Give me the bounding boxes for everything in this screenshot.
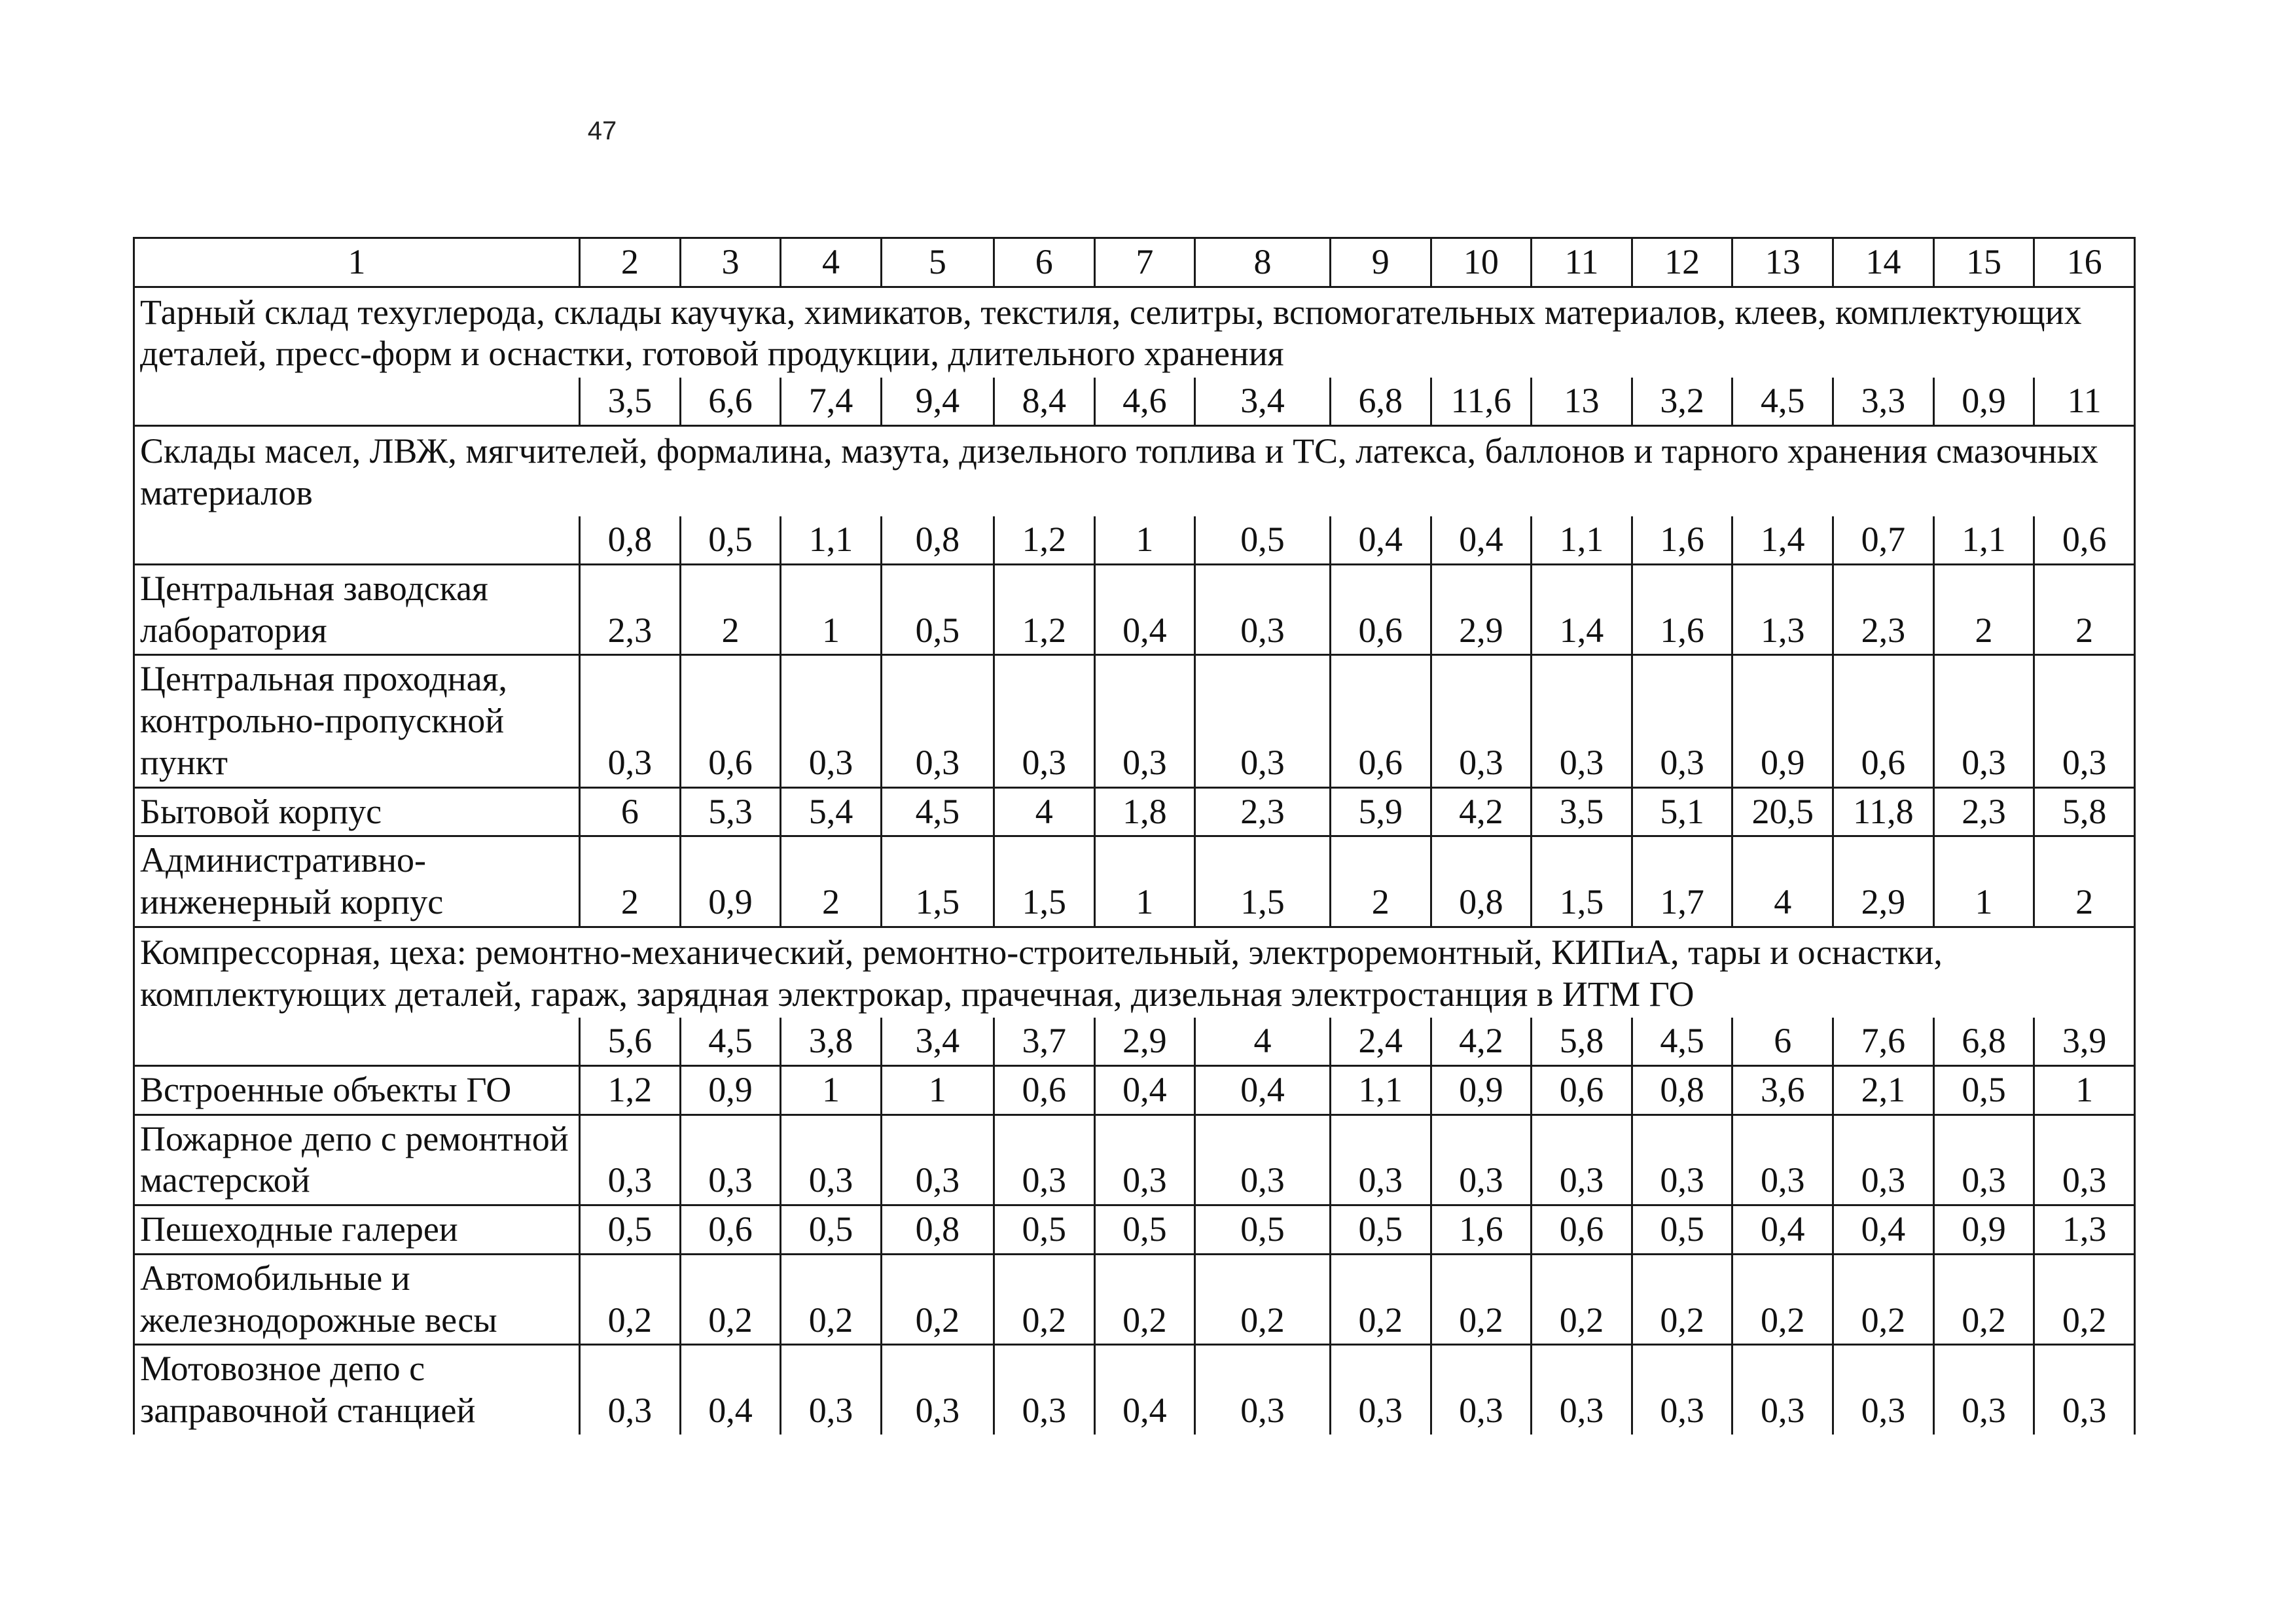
- value-cell: 1,5: [1532, 836, 1632, 927]
- value-cell: 0,2: [1933, 1254, 2034, 1344]
- row-name: Мотовозное депо с заправочной станцией: [134, 1345, 580, 1435]
- section-title: Тарный склад техуглерода, склады каучука, химикатов, текстиля, селитры, вспомогательных материалов, клеев, комплектующих деталей, пресс-форм и оснастки, готовой продукции, длительного хранения: [134, 287, 2135, 378]
- data-table-container: [133, 237, 2136, 1430]
- value-cell: 0,3: [1195, 1115, 1331, 1205]
- value-cell: 0,5: [1195, 516, 1331, 564]
- value-cell: 0,3: [1732, 1115, 1833, 1205]
- value-cell: 4,2: [1431, 787, 1532, 836]
- value-cell: 0,4: [1094, 1065, 1195, 1115]
- value-cell: 0,3: [1632, 655, 1732, 787]
- value-cell: 3,5: [1532, 787, 1632, 836]
- value-cell: 0,4: [1094, 1345, 1195, 1435]
- value-cell: 1: [1933, 836, 2034, 927]
- value-cell: 2: [680, 565, 781, 655]
- value-cell: 1,7: [1632, 836, 1732, 927]
- value-cell: 0,3: [994, 655, 1094, 787]
- value-cell: 1,3: [1732, 565, 1833, 655]
- value-cell: 0,4: [1094, 565, 1195, 655]
- value-cell: 0,4: [1431, 516, 1532, 564]
- value-cell: 0,4: [1833, 1205, 1934, 1255]
- value-cell: 3,9: [2034, 1018, 2135, 1065]
- table-row: [134, 1065, 2135, 1115]
- value-cell: 0,3: [1933, 1345, 2034, 1435]
- value-cell: 0,6: [1833, 655, 1934, 787]
- value-cell: 0,2: [1532, 1254, 1632, 1344]
- row-name: Пешеходные галереи: [134, 1205, 580, 1255]
- value-cell: 0,2: [1195, 1254, 1331, 1344]
- value-cell: 0,3: [2034, 1115, 2135, 1205]
- value-cell: 4,6: [1094, 378, 1195, 425]
- value-cell: 4,2: [1431, 1018, 1532, 1065]
- value-cell: 0,9: [680, 1065, 781, 1115]
- value-cell: 0,8: [1632, 1065, 1732, 1115]
- value-cell: 1,4: [1732, 516, 1833, 564]
- value-cell: 0,3: [1532, 1115, 1632, 1205]
- value-cell: 1: [781, 565, 882, 655]
- value-cell: 6: [1732, 1018, 1833, 1065]
- value-cell: 0,9: [680, 836, 781, 927]
- value-cell: 1,2: [580, 1065, 681, 1115]
- value-cell: 0,3: [2034, 1345, 2135, 1435]
- column-number-header: 11: [1532, 238, 1632, 287]
- value-cell: 3,6: [1732, 1065, 1833, 1115]
- value-cell: 0,7: [1833, 516, 1934, 564]
- value-cell: 6,8: [1330, 378, 1431, 425]
- value-cell: 0,6: [994, 1065, 1094, 1115]
- column-number-header: 7: [1094, 238, 1195, 287]
- value-cell: 1: [2034, 1065, 2135, 1115]
- empty-name-cell: [134, 1018, 580, 1065]
- section-title-row: [134, 287, 2135, 378]
- value-cell: 0,3: [1330, 1115, 1431, 1205]
- value-cell: 0,2: [994, 1254, 1094, 1344]
- value-cell: 1: [1094, 836, 1195, 927]
- value-cell: 3,3: [1833, 378, 1934, 425]
- value-cell: 0,9: [1933, 1205, 2034, 1255]
- column-number-header: 12: [1632, 238, 1732, 287]
- value-cell: 0,5: [1195, 1205, 1331, 1255]
- value-cell: 1: [781, 1065, 882, 1115]
- value-cell: 0,3: [680, 1115, 781, 1205]
- value-cell: 4,5: [680, 1018, 781, 1065]
- value-cell: 0,3: [881, 1115, 994, 1205]
- value-cell: 0,4: [680, 1345, 781, 1435]
- value-cell: 0,3: [781, 1115, 882, 1205]
- value-cell: 2: [1330, 836, 1431, 927]
- value-cell: 1,6: [1431, 1205, 1532, 1255]
- value-cell: 0,9: [1933, 378, 2034, 425]
- value-cell: 5,3: [680, 787, 781, 836]
- value-cell: 4,5: [1732, 378, 1833, 425]
- value-cell: 1,1: [1933, 516, 2034, 564]
- value-cell: 0,3: [1532, 655, 1632, 787]
- table-row: [134, 655, 2135, 787]
- row-name: Встроенные объекты ГО: [134, 1065, 580, 1115]
- value-cell: 2,9: [1431, 565, 1532, 655]
- row-name: Бытовой корпус: [134, 787, 580, 836]
- value-cell: 0,6: [1330, 565, 1431, 655]
- value-cell: 6,6: [680, 378, 781, 425]
- value-cell: 13: [1532, 378, 1632, 425]
- value-cell: 0,2: [1431, 1254, 1532, 1344]
- value-cell: 0,4: [1195, 1065, 1331, 1115]
- value-cell: 0,6: [680, 655, 781, 787]
- value-cell: 2: [580, 836, 681, 927]
- value-cell: 0,3: [994, 1115, 1094, 1205]
- value-cell: 11,8: [1833, 787, 1934, 836]
- value-cell: 3,2: [1632, 378, 1732, 425]
- value-cell: 4,5: [881, 787, 994, 836]
- value-cell: 2,9: [1094, 1018, 1195, 1065]
- value-cell: 0,9: [1431, 1065, 1532, 1115]
- value-cell: 0,3: [580, 1345, 681, 1435]
- page-number: 47: [587, 116, 617, 145]
- value-cell: 3,8: [781, 1018, 882, 1065]
- table-row: [134, 787, 2135, 836]
- value-cell: 0,2: [680, 1254, 781, 1344]
- table-row: [134, 836, 2135, 927]
- value-cell: 1,8: [1094, 787, 1195, 836]
- value-cell: 0,5: [680, 516, 781, 564]
- value-cell: 2,4: [1330, 1018, 1431, 1065]
- value-cell: 2: [1933, 565, 2034, 655]
- value-cell: 0,8: [580, 516, 681, 564]
- value-cell: 3,7: [994, 1018, 1094, 1065]
- value-cell: 1,2: [994, 565, 1094, 655]
- value-cell: 0,3: [1632, 1345, 1732, 1435]
- column-number-header: 3: [680, 238, 781, 287]
- value-cell: 0,2: [1632, 1254, 1732, 1344]
- value-cell: 0,6: [1532, 1205, 1632, 1255]
- value-cell: 1,4: [1532, 565, 1632, 655]
- value-cell: 8,4: [994, 378, 1094, 425]
- value-cell: 0,5: [580, 1205, 681, 1255]
- value-cell: 0,3: [1094, 1115, 1195, 1205]
- column-number-header: 1: [134, 238, 580, 287]
- column-number-header: 6: [994, 238, 1094, 287]
- value-cell: 0,9: [1732, 655, 1833, 787]
- value-cell: 1,5: [1195, 836, 1331, 927]
- value-cell: 4: [1195, 1018, 1331, 1065]
- column-number-header: 5: [881, 238, 994, 287]
- value-cell: 0,3: [1933, 1115, 2034, 1205]
- data-table: [133, 237, 2136, 1435]
- value-cell: 0,5: [1094, 1205, 1195, 1255]
- value-cell: 0,2: [881, 1254, 994, 1344]
- value-cell: 7,4: [781, 378, 882, 425]
- value-cell: 20,5: [1732, 787, 1833, 836]
- value-cell: 1,3: [2034, 1205, 2135, 1255]
- value-cell: 0,3: [2034, 655, 2135, 787]
- value-cell: 0,2: [1094, 1254, 1195, 1344]
- value-cell: 0,5: [994, 1205, 1094, 1255]
- value-cell: 0,8: [1431, 836, 1532, 927]
- value-cell: 2: [2034, 565, 2135, 655]
- value-cell: 0,3: [1094, 655, 1195, 787]
- value-cell: 0,2: [580, 1254, 681, 1344]
- value-cell: 0,8: [881, 516, 994, 564]
- row-name: Центральная проходная, контрольно-пропускной пункт: [134, 655, 580, 787]
- value-cell: 0,3: [1195, 565, 1331, 655]
- value-cell: 11,6: [1431, 378, 1532, 425]
- value-cell: 5,9: [1330, 787, 1431, 836]
- section-title-row: [134, 425, 2135, 516]
- value-cell: 0,3: [781, 655, 882, 787]
- value-cell: 1: [881, 1065, 994, 1115]
- value-cell: 1,6: [1632, 516, 1732, 564]
- column-number-header: 13: [1732, 238, 1833, 287]
- value-cell: 5,1: [1632, 787, 1732, 836]
- value-cell: 0,2: [1330, 1254, 1431, 1344]
- value-cell: 0,5: [881, 565, 994, 655]
- value-cell: 0,3: [1431, 1115, 1532, 1205]
- value-cell: 3,4: [881, 1018, 994, 1065]
- value-cell: 1,2: [994, 516, 1094, 564]
- value-cell: 2,3: [580, 565, 681, 655]
- value-cell: 2,3: [1833, 565, 1934, 655]
- value-cell: 6,8: [1933, 1018, 2034, 1065]
- value-cell: 0,5: [1632, 1205, 1732, 1255]
- value-cell: 4: [1732, 836, 1833, 927]
- value-cell: 2: [781, 836, 882, 927]
- section-title-row: [134, 927, 2135, 1018]
- table-row: [134, 378, 2135, 425]
- value-cell: 7,6: [1833, 1018, 1934, 1065]
- value-cell: 0,4: [1732, 1205, 1833, 1255]
- value-cell: 0,5: [781, 1205, 882, 1255]
- value-cell: 0,3: [1195, 1345, 1331, 1435]
- value-cell: 0,6: [2034, 516, 2135, 564]
- row-name: Административно-инженерный корпус: [134, 836, 580, 927]
- value-cell: 5,4: [781, 787, 882, 836]
- section-title: Компрессорная, цеха: ремонтно-механический, ремонтно-строительный, электроремонтный, КИПиА, тары и оснастки, комплектующих деталей, гараж, зарядная электрокар, прачечная, дизельная электростанция в ИТМ ГО: [134, 927, 2135, 1018]
- value-cell: 9,4: [881, 378, 994, 425]
- value-cell: 2,1: [1833, 1065, 1934, 1115]
- value-cell: 0,2: [781, 1254, 882, 1344]
- column-number-header: 8: [1195, 238, 1331, 287]
- value-cell: 5,8: [1532, 1018, 1632, 1065]
- column-number-header: 10: [1431, 238, 1532, 287]
- value-cell: 0,3: [580, 655, 681, 787]
- value-cell: 0,8: [881, 1205, 994, 1255]
- row-name: Пожарное депо с ремонтной мастерской: [134, 1115, 580, 1205]
- column-number-header: 14: [1833, 238, 1934, 287]
- value-cell: 5,8: [2034, 787, 2135, 836]
- row-name: Центральная заводская лаборатория: [134, 565, 580, 655]
- value-cell: 2,3: [1195, 787, 1331, 836]
- value-cell: 1,1: [781, 516, 882, 564]
- value-cell: 0,5: [1933, 1065, 2034, 1115]
- value-cell: 0,2: [1732, 1254, 1833, 1344]
- value-cell: 0,6: [1532, 1065, 1632, 1115]
- value-cell: 0,6: [680, 1205, 781, 1255]
- value-cell: 0,3: [994, 1345, 1094, 1435]
- column-number-header: 16: [2034, 238, 2135, 287]
- value-cell: 0,3: [1195, 655, 1331, 787]
- value-cell: 0,3: [1431, 655, 1532, 787]
- table-row: [134, 1345, 2135, 1435]
- table-row: [134, 1205, 2135, 1255]
- section-title: Склады масел, ЛВЖ, мягчителей, формалина, мазута, дизельного топлива и ТС, латекса, баллонов и тарного хранения смазочных материалов: [134, 425, 2135, 516]
- empty-name-cell: [134, 378, 580, 425]
- value-cell: 0,4: [1330, 516, 1431, 564]
- value-cell: 2: [2034, 836, 2135, 927]
- value-cell: 0,3: [1330, 1345, 1431, 1435]
- empty-name-cell: [134, 516, 580, 564]
- value-cell: 4: [994, 787, 1094, 836]
- value-cell: 0,3: [580, 1115, 681, 1205]
- value-cell: 1,1: [1532, 516, 1632, 564]
- table-row: [134, 1254, 2135, 1344]
- value-cell: 2,3: [1933, 787, 2034, 836]
- value-cell: 6: [580, 787, 681, 836]
- value-cell: 0,3: [1532, 1345, 1632, 1435]
- column-number-header: 4: [781, 238, 882, 287]
- value-cell: 0,3: [881, 1345, 994, 1435]
- table-row: [134, 1115, 2135, 1205]
- value-cell: 3,5: [580, 378, 681, 425]
- value-cell: 4,5: [1632, 1018, 1732, 1065]
- value-cell: 2,9: [1833, 836, 1934, 927]
- value-cell: 1,1: [1330, 1065, 1431, 1115]
- value-cell: 0,6: [1330, 655, 1431, 787]
- value-cell: 0,2: [1833, 1254, 1934, 1344]
- value-cell: 0,3: [1833, 1345, 1934, 1435]
- row-name: Автомобильные и железнодорожные весы: [134, 1254, 580, 1344]
- value-cell: 3,4: [1195, 378, 1331, 425]
- value-cell: 0,3: [781, 1345, 882, 1435]
- column-number-header: 15: [1933, 238, 2034, 287]
- table-row: [134, 1018, 2135, 1065]
- column-number-header: 9: [1330, 238, 1431, 287]
- value-cell: 1,6: [1632, 565, 1732, 655]
- value-cell: 0,3: [1833, 1115, 1934, 1205]
- value-cell: 1,5: [994, 836, 1094, 927]
- value-cell: 11: [2034, 378, 2135, 425]
- table-row: [134, 516, 2135, 564]
- value-cell: 0,2: [2034, 1254, 2135, 1344]
- value-cell: 0,3: [1632, 1115, 1732, 1205]
- value-cell: 5,6: [580, 1018, 681, 1065]
- value-cell: 0,3: [881, 655, 994, 787]
- value-cell: 0,3: [1431, 1345, 1532, 1435]
- value-cell: 1: [1094, 516, 1195, 564]
- table-row: [134, 565, 2135, 655]
- value-cell: 0,3: [1933, 655, 2034, 787]
- value-cell: 0,5: [1330, 1205, 1431, 1255]
- value-cell: 1,5: [881, 836, 994, 927]
- table-header-row: [134, 238, 2135, 287]
- value-cell: 0,3: [1732, 1345, 1833, 1435]
- column-number-header: 2: [580, 238, 681, 287]
